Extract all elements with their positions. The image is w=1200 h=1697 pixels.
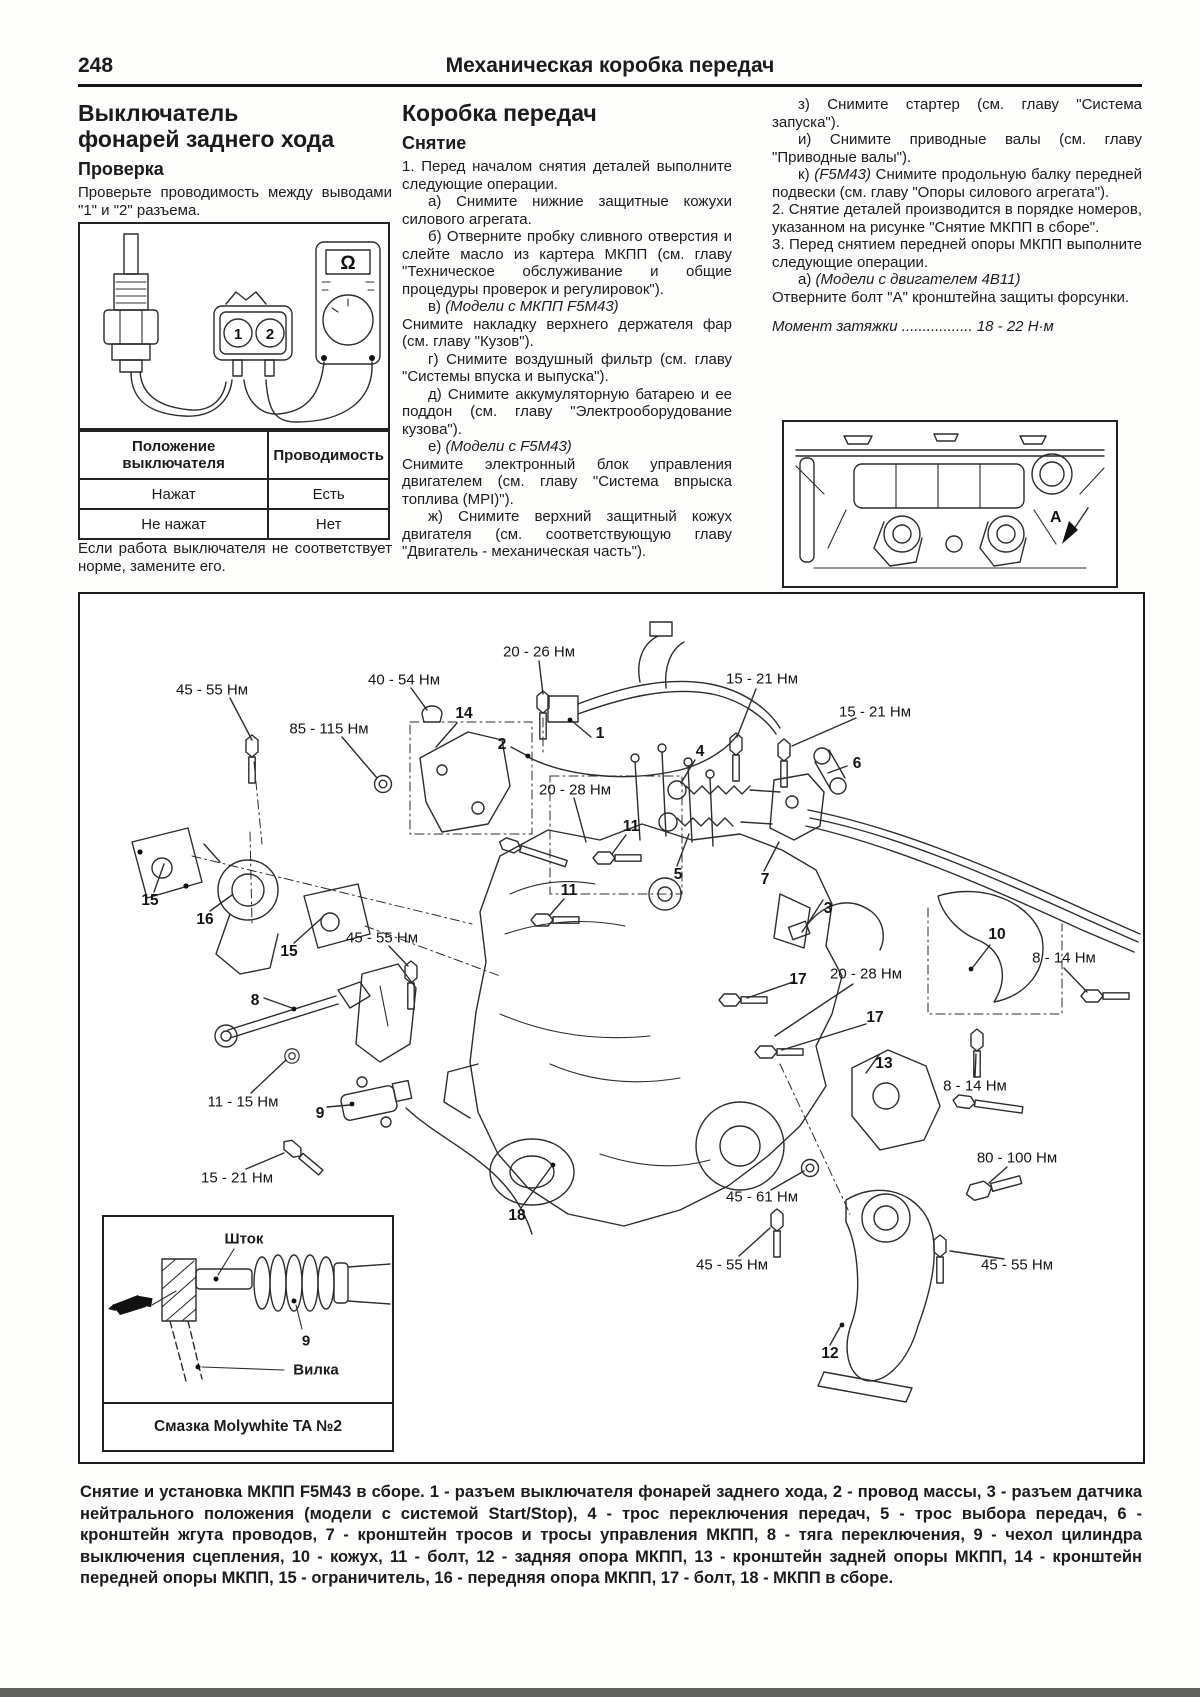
diagram-label: 80 - 100 Нм — [976, 1149, 1058, 1167]
middle-column — [402, 100, 732, 561]
torque-value: 18 - 22 Н·м — [976, 318, 1054, 335]
diagram-label: 20 - 28 Нм — [829, 965, 903, 983]
torque-spec-line — [772, 318, 1142, 335]
diagram-label: 15 — [280, 943, 298, 960]
title-line: фонарей заднего хода — [78, 126, 335, 152]
diagram-label: 16 — [196, 911, 214, 928]
left-column-title — [78, 100, 392, 152]
diagram-label: 11 — [560, 882, 578, 899]
paragraph: в) (Модели с МКПП F5M43) — [428, 298, 619, 315]
paragraph: Снимите накладку верхнего держателя фар (см. главу "Кузов"). — [402, 315, 732, 350]
engine-top-view-drawing — [784, 422, 1116, 586]
diagram-label: 11 - 15 Нм — [207, 1093, 279, 1111]
boot-bellows-drawing — [254, 1255, 390, 1311]
left-column-note — [78, 540, 392, 575]
table-header-cell: Положение выключателя — [79, 431, 268, 479]
diagram-label: 15 - 21 Нм — [725, 670, 799, 688]
diagram-label: 1 — [595, 725, 605, 742]
check-intro: Проверьте проводимость между выводами "1" и "2" разъема. — [78, 184, 392, 219]
paragraph: д) Снимите аккумуляторную батарею и ее поддон (см. главу "Электрооборудование кузова"). — [402, 385, 732, 438]
diagram-label: 10 — [988, 926, 1006, 943]
paragraph: б) Отверните пробку сливного отверстия и слейте масло из картера МКПП (см. главу "Техническое обслуживание и общие процедуры проверок и регулировок"). — [402, 228, 732, 298]
paragraph: 1. Перед началом снятия деталей выполните следующие операции. — [402, 158, 732, 193]
paragraph: е) (Модели с F5M43) — [428, 438, 572, 455]
diagram-label: 12 — [821, 1345, 839, 1362]
conductivity-cell: Есть — [268, 479, 389, 509]
fork-label: Вилка — [293, 1361, 339, 1379]
paragraph: Отверните болт "А" кронштейна защиты форсунки. — [772, 288, 1130, 306]
grease-caption: Смазка Molywhite TA №2 — [104, 1402, 392, 1450]
bolt-a-label: A — [1050, 509, 1062, 526]
diagram-label: 45 - 55 Нм — [175, 681, 249, 699]
torque-dots: ................. — [901, 318, 973, 335]
pin-2-label: 2 — [265, 326, 275, 343]
right-column — [772, 96, 1142, 335]
middle-column-subtitle: Снятие — [402, 133, 467, 153]
right-paragraphs — [772, 96, 1142, 306]
paragraph: ж) Снимите верхний защитный кожух двигателя (см. соответствующую главу "Двигатель - механическая часть"). — [402, 508, 732, 560]
paragraph: а) (Модели с двигателем 4B11) — [798, 271, 1021, 288]
diagram-label: 11 — [622, 818, 640, 835]
paragraph: 2. Снятие деталей производится в порядке номеров, указанном на рисунке "Снятие МКПП в сборе". — [772, 201, 1142, 236]
rod-label: Шток — [224, 1230, 264, 1248]
table-row — [79, 479, 389, 509]
diagram-label: 17 — [866, 1009, 884, 1026]
figure-caption: Снятие и установка МКПП F5M43 в сборе. 1 - разъем выключателя фонарей заднего хода, 2 - провод массы, 3 - разъем датчика нейтрального положения (модели с системой Start/Stop), 4 - трос переключения передач, 5 - трос выбора передач, 6 - кронштейн жгута проводов, 7 - кронштейн тросов и тросы управления МКПП, 8 - тяга переключения, 9 - чехол цилиндра выключения сцепления, 10 - кожух, 11 - болт, 12 - задняя опора МКПП, 13 - кронштейн задней опоры МКПП, 14 - кронштейн передней опоры МКПП, 15 - ограничитель, 16 - передняя опора МКПП, 17 - болт, 18 - МКПП в сборе. — [80, 1483, 1142, 1587]
diagram-label: 17 — [789, 971, 807, 988]
lube-inset-figure — [102, 1215, 394, 1452]
diagram-label: 2 — [497, 736, 507, 753]
diagram-label: 85 - 115 Нм — [289, 720, 369, 738]
diagram-label: 6 — [852, 755, 862, 772]
diagram-label: 18 — [508, 1207, 526, 1224]
grease-icon — [108, 1295, 153, 1315]
paragraph: к) (F5M43) Снимите продольную балку передней подвески (см. главу "Опоры силового агрегата"). — [772, 166, 1142, 201]
diagram-label: 15 - 21 Нм — [200, 1169, 274, 1187]
table-body — [79, 479, 389, 539]
engine-figure — [782, 420, 1118, 588]
switch-test-drawing — [80, 224, 388, 428]
connector-drawing — [214, 292, 292, 376]
paragraph: а) Снимите нижние защитные кожухи силового агрегата. — [402, 193, 732, 228]
diagram-label: 9 — [315, 1105, 325, 1122]
switch-test-figure — [78, 222, 390, 430]
bolt-a-arrow-icon — [1062, 521, 1078, 544]
left-column-subtitle: Проверка — [78, 159, 164, 179]
middle-paragraphs — [402, 158, 732, 561]
diagram-label: 8 - 14 Нм — [1032, 949, 1096, 967]
diagram-label: 40 - 54 Нм — [367, 671, 441, 689]
replace-note: Если работа выключателя не соответствует норме, замените его. — [78, 540, 392, 575]
paragraph: и) Снимите приводные валы (см. главу "Приводные валы"). — [772, 131, 1142, 166]
switch-position-cell: Не нажат — [79, 509, 268, 539]
diagram-label: 7 — [760, 871, 770, 888]
diagram-label: 8 — [250, 992, 260, 1009]
paragraph: г) Снимите воздушный фильтр (см. главу "Системы впуска и выпуска"). — [402, 350, 732, 385]
transmission-exploded-figure — [78, 592, 1145, 1464]
diagram-label: 4 — [695, 743, 705, 760]
header-rule — [78, 84, 1142, 87]
switch-position-cell: Нажат — [79, 479, 268, 509]
diagram-label: 20 - 28 Нм — [538, 781, 612, 799]
ohm-symbol: Ω — [340, 253, 356, 274]
scan-edge-artifact — [0, 1688, 1200, 1697]
inset-part-number: 9 — [301, 1332, 311, 1350]
table-header-row — [79, 431, 389, 479]
left-column — [78, 100, 392, 219]
engine-mount-towers — [874, 516, 1026, 566]
paragraph: з) Снимите стартер (см. главу "Система запуска"). — [772, 96, 1142, 131]
table-row — [79, 509, 389, 539]
diagram-label: 45 - 55 Нм — [980, 1256, 1054, 1274]
title-line: Выключатель — [78, 100, 239, 126]
diagram-label: 8 - 14 Нм — [943, 1077, 1007, 1095]
diagram-label: 45 - 55 Нм — [345, 929, 419, 947]
pin-1-label: 1 — [233, 326, 243, 343]
paragraph: 3. Перед снятием передней опоры МКПП выполните следующие операции. — [772, 236, 1142, 271]
middle-column-title: Коробка передач — [402, 100, 597, 126]
diagram-label: 5 — [673, 866, 683, 883]
conductivity-cell: Нет — [268, 509, 389, 539]
table-header-cell: Проводимость — [268, 431, 389, 479]
page-number: 248 — [78, 54, 114, 77]
diagram-label: 45 - 61 Нм — [725, 1188, 799, 1206]
conductivity-table — [78, 430, 390, 540]
diagram-label: 3 — [823, 900, 833, 917]
diagram-label: 14 — [455, 705, 473, 722]
paragraph: Снимите электронный блок управления двигателем (см. главу "Система впрыска топлива (MPI)"). — [402, 455, 732, 508]
diagram-label: 45 - 55 Нм — [695, 1256, 769, 1274]
torque-label: Момент затяжки — [772, 318, 898, 335]
switch-drawing — [104, 234, 232, 416]
multimeter-drawing — [244, 242, 380, 422]
diagram-label: 15 - 21 Нм — [838, 703, 912, 721]
diagram-label: 13 — [875, 1055, 893, 1072]
diagram-label: 20 - 26 Нм — [502, 643, 576, 661]
diagram-label: 15 — [141, 892, 159, 909]
page-header-title: Механическая коробка передач — [445, 54, 775, 77]
